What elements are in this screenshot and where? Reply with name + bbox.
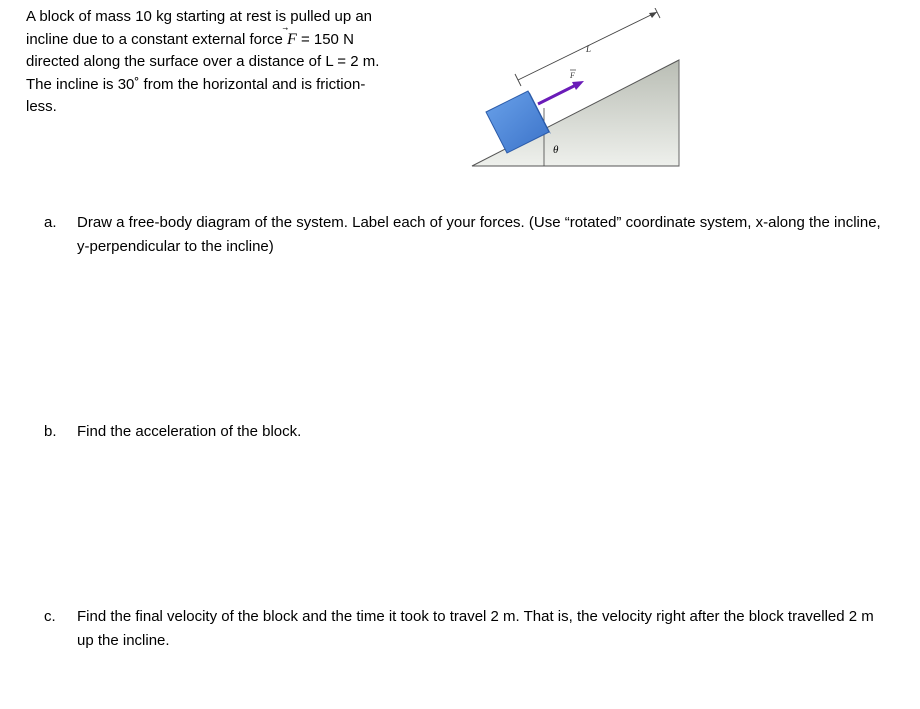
question-a: [44, 211, 894, 259]
force-symbol-letter: F: [287, 30, 297, 48]
problem-line-4: The incline is 30˚ from the horizontal and is friction-: [26, 75, 366, 93]
problem-line-2-end: = 150 N: [296, 30, 354, 48]
question-c-text: Find the final velocity of the block and the time it took to travel 2 m. That is, the velocity right after the block travelled 2 m up the incline.: [77, 608, 874, 649]
force-arrow: [538, 81, 584, 104]
problem-line-3: directed along the surface over a distance of L = 2 m.: [26, 53, 380, 71]
question-a-letter: a.: [44, 214, 57, 231]
question-b: [44, 420, 894, 444]
incline-diagram: [468, 8, 684, 172]
problem-line-2-start: incline due to a constant external force: [26, 30, 287, 48]
problem-line-2: [26, 29, 426, 52]
question-c-letter: c.: [44, 608, 56, 625]
question-a-text: Draw a free-body diagram of the system. Label each of your forces. (Use “rotated” coordinate system, x-along the incline, y-perpendicular to the incline): [77, 214, 881, 255]
question-c: [44, 605, 894, 653]
problem-line-1: A block of mass 10 kg starting at rest is pulled up an: [26, 8, 373, 25]
question-b-text: Find the acceleration of the block.: [77, 423, 302, 440]
angle-label: θ: [553, 144, 559, 156]
problem-line-5: less.: [26, 98, 57, 116]
distance-label: L: [586, 44, 592, 54]
force-label: F: [570, 71, 575, 80]
question-b-letter: b.: [44, 423, 57, 440]
problem-statement: [26, 6, 426, 119]
force-vector-symbol: [287, 31, 297, 48]
